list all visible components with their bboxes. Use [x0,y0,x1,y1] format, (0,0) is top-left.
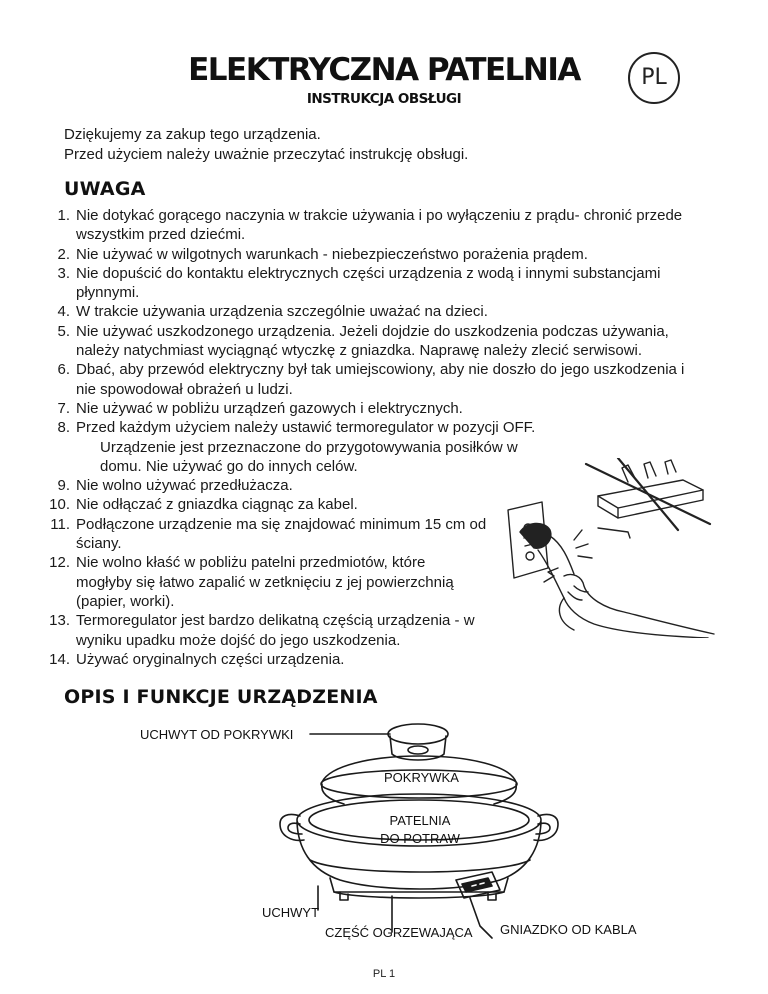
list-item: 6. Dbać, aby przewód elektryczny był tak umiejscowiony, aby nie doszło do jego uszkodzenia i nie spowodował obrażeń u ludzi. [57,361,685,398]
list-item: 7. Nie używać w pobliżu urządzeń gazowych i elektrycznych. [57,399,463,417]
list-item: 12. Nie wolno kłaść w pobliżu patelni przedmiotów, które mogłyby się łatwo zapalić w zetknięciu z jej powierzchnią (papier, worki). [49,554,454,610]
list-item: 10. Nie odłączać z gniazdka ciągnąc za kabel. [49,496,358,514]
list-item: Urządzenie jest przeznaczone do przygotowywania posiłków w domu. Nie używać go do innych celów. [100,438,518,475]
language-badge: PL [628,52,680,104]
list-item: 13. Termoregulator jest bardzo delikatną częścią urządzenia - w wyniku upadku może dojść do jego uszkodzenia. [49,612,475,649]
list-item: 9. Nie wolno używać przedłużacza. [57,477,293,495]
list-item: 4. W trakcie używania urządzenia szczególnie uważać na dzieci. [57,303,488,321]
label-pan [368,812,472,848]
page-number: PL 1 [372,968,396,980]
intro-line: Przed użyciem należy uważnie przeczytać instrukcję obsługi. [64,146,469,163]
label-pan-line: PATELNIA [389,813,451,828]
list-item: 2. Nie używać w wilgotnych warunkach - niebezpieczeństwo porażenia prądem. [57,245,588,263]
page-title: ELEKTRYCZNA PATELNIA [188,52,580,88]
description-heading: OPIS I FUNKCJE URZĄDZENIA [64,686,378,708]
label-heating-part: CZĘŚĆ OGRZEWAJĄCA [325,925,473,940]
list-item: 14. Używać oryginalnych części urządzenia. [49,650,345,668]
warning-heading: UWAGA [64,178,146,200]
intro-line: Dziękujemy za zakup tego urządzenia. [64,126,321,143]
intro-text [64,125,468,165]
unplug-warning-illustration [478,458,718,638]
list-item: 8. Przed każdym użyciem należy ustawić termoregulator w pozycji OFF. [57,419,536,437]
label-lid: POKRYWKA [384,770,459,785]
page-subtitle: INSTRUKCJA OBSŁUGI [306,91,462,107]
label-lid-handle: UCHWYT OD POKRYWKI [140,727,294,742]
label-pan-line: DO POTRAW [380,831,460,846]
label-cable-socket: GNIAZDKO OD KABLA [500,922,637,937]
list-item: 5. Nie używać uszkodzonego urządzenia. Jeżeli dojdzie do uszkodzenia podczas używania, należy natychmiast wyciągnąć wtyczkę z gniazdka. Naprawę należy zlecić serwisowi. [57,322,669,360]
list-item: 1. Nie dotykać gorącego naczynia w trakcie używania i po wyłączeniu z prądu- chronić przede wszystkim przed dziećmi. [57,207,683,244]
list-item: 11. Podłączone urządzenie ma się znajdować minimum 15 cm od ściany. [50,515,487,553]
list-item: 3. Nie dopuścić do kontaktu elektrycznych części urządzenia z wodą i innymi substancjami płynnymi. [57,264,661,302]
label-handle: UCHWYT [262,905,320,920]
